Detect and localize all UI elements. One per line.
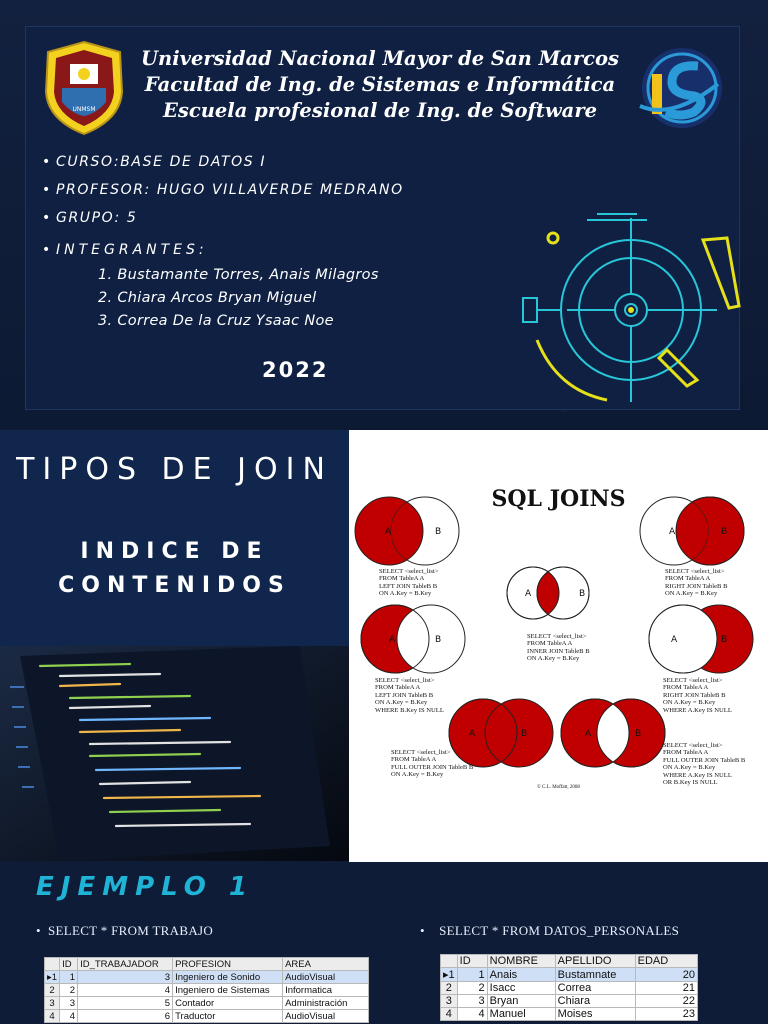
right-join-venn [640,497,744,565]
left-exclusive-join-sql: SELECT <select_list> FROM TableA A LEFT JOIN TableB B ON A.Key = B.Key WHERE B.Key IS NULL [375,677,444,714]
faculty-name: Facultad de Ing. de Sistemas e Informática [144,73,616,96]
row-number[interactable]: 4 [45,1010,60,1023]
table-cell[interactable]: Traductor [173,1010,283,1023]
table-cell[interactable]: 22 [635,995,697,1008]
table-row[interactable] [45,971,369,984]
member-item: 1. Bustamante Torres, Anais Milagros [98,267,379,283]
left-join-venn [355,497,459,565]
table-header-row [45,958,369,971]
table-cell[interactable]: 2 [60,984,78,997]
full-outer-exclusive-join-sql: SELECT <select_list> FROM TableA A FULL OUTER JOIN TableB B ON A.Key = B.Key WHERE A.Key IS NULL OR B.Key IS NULL [663,742,746,787]
row-number[interactable]: 3 [45,997,60,1010]
row-header-corner [45,958,60,971]
right-join-sql: SELECT <select_list> FROM TableA A RIGHT JOIN TableB B ON A.Key = B.Key [665,568,728,598]
query-2 [420,923,679,939]
column-header[interactable]: NOMBRE [487,955,555,968]
table-cell[interactable]: 3 [60,997,78,1010]
section-title: TIPOS DE JOIN [16,452,333,487]
university-name: Universidad Nacional Mayor de San Marcos [141,47,619,70]
diagram-credit: © C.L. Moffatt, 2008 [537,785,580,790]
table-row[interactable] [441,968,698,982]
table-cell[interactable]: 1 [60,971,78,984]
tech-hud-decoration-icon [517,210,747,410]
table-cell[interactable]: Administración [283,997,369,1010]
svg-text:B: B [721,527,728,537]
table-cell[interactable]: Bustamnate [555,968,635,982]
table-cell[interactable]: Manuel [487,1008,555,1021]
row-number[interactable]: 3 [441,995,458,1008]
query-1-text: SELECT * FROM TRABAJO [47,923,214,938]
sql-joins-diagram [349,430,768,862]
column-header[interactable]: PROFESION [173,958,283,971]
table-row[interactable] [45,997,369,1010]
table-cell[interactable]: AudioVisual [283,1010,369,1023]
column-header[interactable]: ID [60,958,78,971]
svg-text:B: B [579,589,586,599]
table-header-row [441,955,698,968]
index-line-1: INDICE DE [80,539,269,564]
bullet-icon: • [42,182,52,198]
column-header[interactable]: ID_TRABAJADOR [78,958,173,971]
seal-text: UNMSM [72,106,96,113]
row-number[interactable]: 4 [441,1008,458,1021]
svg-text:A: A [389,635,396,645]
column-header[interactable]: ID [457,955,487,968]
bullet-icon: • [36,923,48,938]
university-seal-icon [42,40,126,136]
table-cell[interactable]: 3 [78,971,173,984]
member-item: 2. Chiara Arcos Bryan Miguel [98,290,317,306]
svg-text:A: A [469,729,476,739]
table-row[interactable] [441,982,698,995]
svg-text:A: A [525,589,532,599]
table-cell[interactable]: 4 [60,1010,78,1023]
course-label: CURSO:BASE DE DATOS I [56,154,267,170]
table-cell[interactable]: Correa [555,982,635,995]
table-cell[interactable]: AudioVisual [283,971,369,984]
inner-join-venn [507,567,589,619]
table-row[interactable] [45,984,369,997]
inner-join-sql: SELECT <select_list> FROM TableA A INNER JOIN TableB B ON A.Key = B.Key [527,633,590,663]
svg-text:A: A [671,635,678,645]
row-selector-icon[interactable]: ▸1 [45,971,60,984]
member-item: 3. Correa De la Cruz Ysaac Noe [98,313,334,329]
table-cell[interactable]: 2 [457,982,487,995]
full-outer-exclusive-join-venn [561,699,665,767]
members-heading: INTEGRANTES: [56,242,208,258]
course-info [42,148,404,264]
table-cell[interactable]: Informatica [283,984,369,997]
column-header[interactable]: EDAD [635,955,697,968]
index-line-2: CONTENIDOS [58,573,291,598]
table-cell[interactable]: 6 [78,1010,173,1023]
row-number[interactable]: 2 [441,982,458,995]
column-header[interactable]: AREA [283,958,369,971]
svg-text:B: B [435,635,442,645]
table-cell[interactable]: 20 [635,968,697,982]
datos-personales-result-table [440,954,698,1021]
table-cell[interactable]: Isacc [487,982,555,995]
table-cell[interactable]: 4 [457,1008,487,1021]
table-cell[interactable]: Anais [487,968,555,982]
bullet-icon: • [420,923,440,938]
svg-text:B: B [721,635,728,645]
table-cell[interactable]: Contador [173,997,283,1010]
table-cell[interactable]: Moises [555,1008,635,1021]
bullet-icon: • [42,242,52,258]
group-label: GRUPO: 5 [56,210,138,226]
right-exclusive-join-venn [649,605,753,673]
table-cell[interactable]: Chiara [555,995,635,1008]
table-cell[interactable]: 5 [78,997,173,1010]
institution-titles [130,46,630,124]
index-heading [0,535,349,603]
professor-label: PROFESOR: HUGO VILLAVERDE MEDRANO [56,182,404,198]
column-header[interactable]: APELLIDO [555,955,635,968]
row-number[interactable]: 2 [45,984,60,997]
left-exclusive-join-venn [361,605,465,673]
row-selector-icon[interactable]: ▸1 [441,968,458,982]
right-exclusive-join-sql: SELECT <select_list> FROM TableA A RIGHT JOIN TableB B ON A.Key = B.Key WHERE A.Key IS NULL [663,677,732,714]
svg-text:A: A [385,527,392,537]
sql-joins-title: SQL JOINS [491,486,626,512]
svg-text:B: B [521,729,528,739]
svg-text:A: A [585,729,592,739]
table-cell[interactable]: Bryan [487,995,555,1008]
members-list [98,264,379,333]
table-cell[interactable]: 3 [457,995,487,1008]
svg-text:B: B [635,729,642,739]
year-label: 2022 [262,358,329,382]
row-header-corner [441,955,458,968]
table-cell[interactable]: 23 [635,1008,697,1021]
table-cell[interactable]: Ingeniero de Sonido [173,971,283,984]
table-cell[interactable]: 21 [635,982,697,995]
svg-text:A: A [669,527,676,537]
laptop-code-image [0,646,349,861]
table-row[interactable] [441,995,698,1008]
table-row[interactable] [441,1008,698,1021]
school-name: Escuela profesional de Ing. de Software [163,99,597,122]
query-2-text: SELECT * FROM DATOS_PERSONALES [439,923,680,938]
full-outer-join-sql: SELECT <select_list> FROM TableA A FULL OUTER JOIN TableB B ON A.Key = B.Key [391,749,474,779]
table-cell[interactable]: 1 [457,968,487,982]
table-row[interactable] [45,1010,369,1023]
example-title: EJEMPLO 1 [36,872,255,902]
left-join-sql: SELECT <select_list> FROM TableA A LEFT JOIN TableB B ON A.Key = B.Key [379,568,439,598]
bullet-icon: • [42,210,52,226]
bullet-icon: • [42,154,52,170]
svg-text:B: B [435,527,442,537]
table-cell[interactable]: 4 [78,984,173,997]
table-cell[interactable]: Ingeniero de Sistemas [173,984,283,997]
trabajo-result-table [44,957,369,1023]
laptop-code-photo [0,646,349,861]
query-1 [36,923,213,939]
software-school-logo-icon [632,44,728,134]
